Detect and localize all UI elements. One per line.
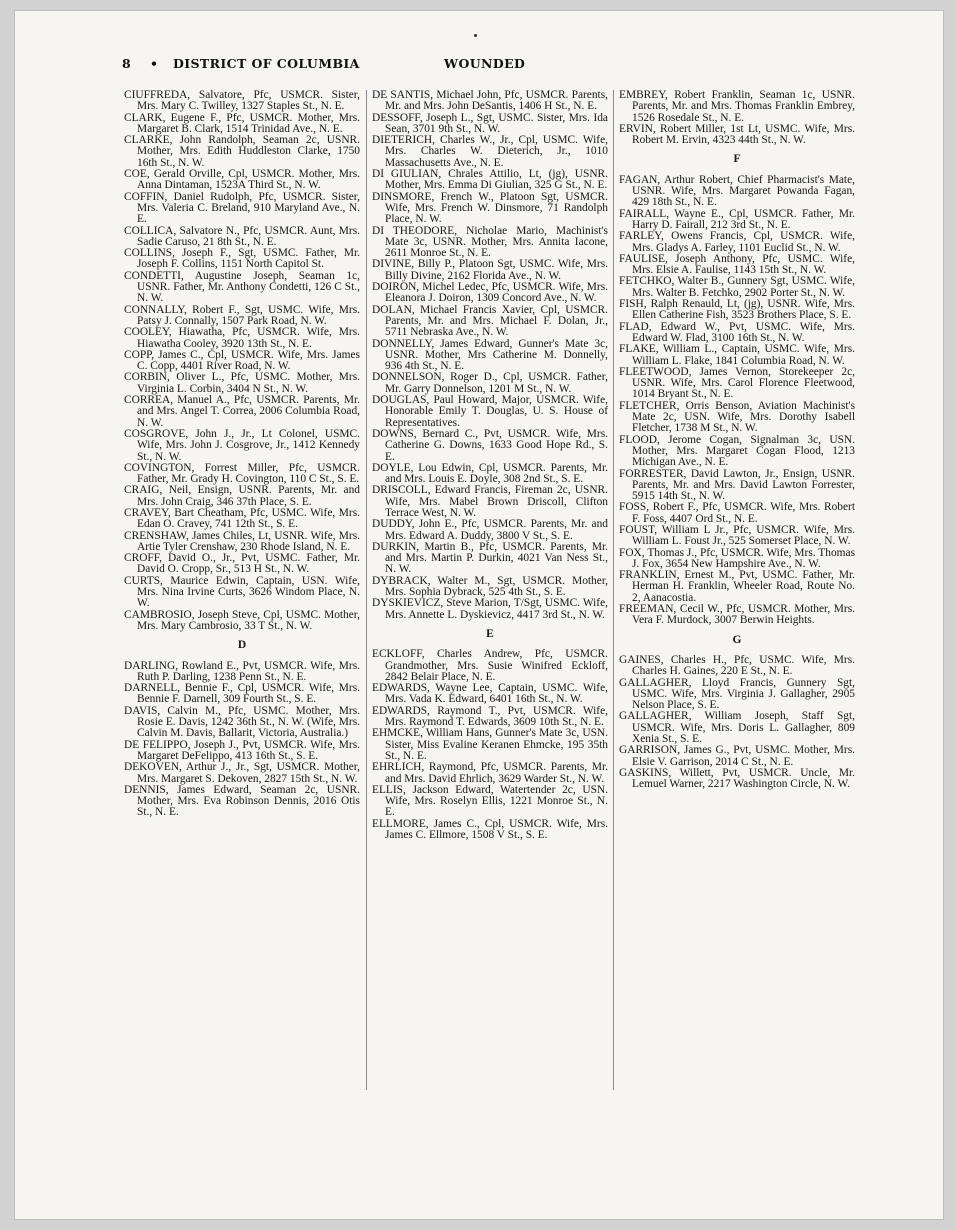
casualty-entry: CORREA, Manuel A., Pfc, USMCR. Parents, Mr. and Mrs. Angel T. Correa, 2006 Columbia Road, N. W.	[124, 394, 360, 429]
section-letter: D	[237, 639, 247, 652]
casualty-entry: CORBIN, Oliver L., Pfc, USMC. Mother, Mrs. Virginia L. Corbin, 3404 N St., N. W.	[124, 371, 360, 395]
casualty-entry: EMBREY, Robert Franklin, Seaman 1c, USNR. Parents, Mr. and Mrs. Thomas Franklin Embrey, 1526 Rosedale St., N. E.	[619, 89, 855, 124]
casualty-entry: DENNIS, James Edward, Seaman 2c, USNR. Mother, Mrs. Eva Robinson Dennis, 2016 Otis St., N. E.	[124, 783, 360, 819]
casualty-entry: DRISCOLL, Edward Francis, Fireman 2c, USNR. Wife, Mrs. Mabel Brown Driscoll, Clifton Terrace West, N. W.	[372, 484, 608, 519]
casualty-entry: DE SANTIS, Michael John, Pfc, USMCR. Parents, Mr. and Mrs. John DeSantis, 1406 H St., N. E.	[372, 89, 608, 113]
casualty-entry: FRANKLIN, Ernest M., Pvt, USMC. Father, Mr. Herman H. Franklin, Wheeler Road, Route No. 2, Aanacostia.	[619, 569, 855, 604]
casualty-entry: EDWARDS, Wayne Lee, Captain, USMC. Wife, Mrs. Vada K. Edward, 6401 16th St., N. W.	[372, 682, 608, 706]
casualty-entry: GALLAGHER, Lloyd Francis, Gunnery Sgt, USMC. Wife, Mrs. Virginia J. Gallagher, 2905 Nelson Place, S. E.	[619, 676, 855, 712]
casualty-entry: DOYLE, Lou Edwin, Cpl, USMCR. Parents, Mr. and Mrs. Louis E. Doyle, 308 2nd St., S. E.	[372, 461, 608, 486]
casualty-entry: FLAD, Edward W., Pvt, USMC. Wife, Mrs. Edward W. Flad, 3100 16th St., N. W.	[619, 320, 855, 344]
casualty-entry: COOLEY, Hiawatha, Pfc, USMCR. Wife, Mrs. Hiawatha Cooley, 3920 13th St., N. E.	[124, 326, 360, 350]
casualty-entry: CRAVEY, Bart Cheatham, Pfc, USMC. Wife, Mrs. Edan O. Cravey, 741 12th St., S. E.	[124, 506, 360, 531]
casualty-entry: DAVIS, Calvin M., Pfc, USMC. Mother, Mrs. Rosie E. Davis, 1242 36th St., N. W. (Wife, Mrs. Calvin M. Davis, Ballarit, Victoria, Australia.)	[124, 704, 360, 740]
casualty-entry: CRENSHAW, James Chiles, Lt, USNR. Wife, Mrs. Artie Tyler Crenshaw, 230 Rhode Island, N. E.	[124, 529, 360, 553]
casualty-entry: FAGAN, Arthur Robert, Chief Pharmacist's Mate, USNR. Wife, Mrs. Margaret Powanda Fagan, 429 18th St., N. E.	[619, 173, 855, 209]
header-bullet: •	[150, 56, 159, 71]
casualty-entry: ELLMORE, James C., Cpl, USMCR. Wife, Mrs. James C. Ellmore, 1508 V St., S. E.	[372, 817, 608, 841]
page-number: 8	[122, 56, 132, 71]
casualty-entry: CONDETTI, Augustine Joseph, Seaman 1c, USNR. Father, Mr. Anthony Condetti, 126 C St., N. W.	[124, 269, 360, 305]
casualty-entry: DOIRON, Michel Ledec, Pfc, USMCR. Wife, Mrs. Eleanora J. Doiron, 1309 Concord Ave., N. W.	[372, 281, 608, 305]
column-2	[372, 90, 608, 841]
section-letter: E	[486, 627, 494, 640]
casualty-entry: ERVIN, Robert Miller, 1st Lt, USMC. Wife, Mrs. Robert M. Ervin, 4323 44th St., N. W.	[619, 122, 855, 147]
column-3	[619, 90, 855, 791]
casualty-entry: DESSOFF, Joseph L., Sgt, USMC. Sister, Mrs. Ida Sean, 3701 9th St., N. W.	[372, 111, 608, 135]
casualty-entry: FREEMAN, Cecil W., Pfc, USMCR. Mother, Mrs. Vera F. Murdock, 3007 Berwin Heights.	[619, 603, 855, 627]
casualty-entry: FETCHKO, Walter B., Gunnery Sgt, USMC. Wife, Mrs. Walter B. Fetchko, 2902 Porter St., N. W.	[619, 275, 855, 299]
casualty-entry: DURKIN, Martin B., Pfc, USMCR. Parents, Mr. and Mrs. Martin P. Durkin, 4021 Van Ness St., N. W.	[372, 540, 608, 576]
casualty-entry: DOUGLAS, Paul Howard, Major, USMCR. Wife, Honorable Emily T. Douglas, U. S. House of Representatives.	[372, 394, 608, 429]
casualty-entry: DEKOVEN, Arthur J., Jr., Sgt, USMCR. Mother, Mrs. Margaret S. Dekoven, 2827 15th St., N. W.	[124, 761, 360, 785]
casualty-entry: COE, Gerald Orville, Cpl, USMCR. Mother, Mrs. Anna Dintaman, 1523A Third St., N. W.	[124, 168, 360, 192]
casualty-entry: CONNALLY, Robert F., Sgt, USMC. Wife, Mrs. Patsy J. Connally, 1507 Park Road, N. W.	[124, 303, 360, 327]
casualty-entry: DONNELLY, James Edward, Gunner's Mate 3c, USNR. Mother, Mrs Catherine M. Donnelly, 936 4th St., N. E.	[372, 337, 608, 373]
casualty-entry: DARLING, Rowland E., Pvt, USMCR. Wife, Mrs. Ruth P. Darling, 1238 Penn St., N. E.	[124, 659, 360, 683]
casualty-entry: GARRISON, James G., Pvt, USMC. Mother, Mrs. Elsie V. Garrison, 2014 C St., N. E.	[619, 744, 855, 768]
casualty-entry: FOSS, Robert F., Pfc, USMCR. Wife, Mrs. Robert F. Foss, 4407 Ord St., N. E.	[619, 501, 855, 525]
casualty-entry: COLLINS, Joseph F., Sgt, USMC. Father, Mr. Joseph F. Collins, 1151 North Capitol St.	[124, 247, 360, 271]
casualty-entry: COPP, James C., Cpl, USMCR. Wife, Mrs. James C. Copp, 4401 River Road, N. W.	[124, 348, 360, 373]
casualty-entry: DYSKIEVICZ, Steve Marion, T/Sgt, USMC. Wife, Mrs. Annette L. Dyskievicz, 4417 3rd St., N. W.	[372, 597, 608, 621]
column-1	[124, 90, 360, 819]
casualty-entry: FORRESTER, David Lawton, Jr., Ensign, USNR. Parents, Mr. and Mrs. David Lawton Forrester, 5915 14th St., N. W.	[619, 467, 855, 503]
casualty-entry: CAMBROSIO, Joseph Steve, Cpl, USMC. Mother, Mrs. Mary Cambrosio, 33 T St., N. W.	[124, 608, 360, 632]
casualty-entry: GASKINS, Willett, Pvt, USMCR. Uncle, Mr. Lemuel Warner, 2217 Washington Circle, N. W.	[619, 766, 855, 791]
casualty-entry: EDWARDS, Raymond T., Pvt, USMCR. Wife, Mrs. Raymond T. Edwards, 3609 10th St., N. E.	[372, 704, 608, 729]
column-divider	[366, 90, 367, 1090]
section-title: WOUNDED	[444, 56, 526, 71]
casualty-entry: EHRLICH, Raymond, Pfc, USMCR. Parents, Mr. and Mrs. David Ehrlich, 3629 Warder St., N. W.	[372, 761, 608, 785]
casualty-entry: DARNELL, Bennie F., Cpl, USMCR. Wife, Mrs. Bennie F. Darnell, 309 Fourth St., S. E.	[124, 682, 360, 706]
page-header	[122, 56, 862, 74]
casualty-entry: DI THEODORE, Nicholae Mario, Machinist's Mate 3c, USNR. Mother, Mrs. Annita Iacone, 2611 Monroe St., N. E.	[372, 224, 608, 260]
section-letter: F	[733, 153, 741, 166]
casualty-entry: DIETERICH, Charles W., Jr., Cpl, USMC. Wife, Mrs. Charles W. Dieterich, Jr., 1010 Massachusetts Ave., N. E.	[372, 134, 608, 169]
casualty-entry: GALLAGHER, William Joseph, Staff Sgt, USMCR. Wife, Mrs. Doris L. Gallagher, 809 Xenia St., S. E.	[619, 710, 855, 746]
casualty-entry: FLAKE, William L., Captain, USMC. Wife, Mrs. William L. Flake, 1841 Columbia Road, N. W.	[619, 343, 855, 367]
casualty-entry: FISH, Ralph Renauld, Lt, (jg), USNR. Wife, Mrs. Ellen Catherine Fish, 3523 Brothers Place, S. E.	[619, 298, 855, 322]
casualty-entry: GAINES, Charles H., Pfc, USMC. Wife, Mrs. Charles H. Gaines, 220 E St., N. E.	[619, 653, 855, 678]
casualty-entry: DOWNS, Bernard C., Pvt, USMCR. Wife, Mrs. Catherine G. Downs, 1633 Good Hope Rd., S. E.	[372, 427, 608, 463]
casualty-entry: FAULISE, Joseph Anthony, Pfc, USMC. Wife, Mrs. Elsie A. Faulise, 1143 15th St., N. W.	[619, 252, 855, 277]
casualty-entry: FLEETWOOD, James Vernon, Storekeeper 2c, USNR. Wife, Mrs. Carol Florence Fleetwood, 1014 Bryant St., N. E.	[619, 365, 855, 401]
casualty-entry: CLARKE, John Randolph, Seaman 2c, USNR. Mother, Mrs. Edith Huddleston Clarke, 1750 16th St., N. W.	[124, 134, 360, 169]
casualty-entry: DINSMORE, French W., Platoon Sgt, USMCR. Wife, Mrs. French W. Dinsmore, 71 Randolph Place, N. W.	[372, 190, 608, 226]
casualty-entry: ELLIS, Jackson Edward, Watertender 2c, USN. Wife, Mrs. Roselyn Ellis, 1221 Monroe St., N. E.	[372, 783, 608, 819]
casualty-entry: FOX, Thomas J., Pfc, USMCR. Wife, Mrs. Thomas J. Fox, 3654 New Hampshire Ave., N. W.	[619, 546, 855, 570]
casualty-entry: DI GIULIAN, Chrales Attilio, Lt, (jg), USNR. Mother, Mrs. Emma Di Giulian, 325 G St., N. E.	[372, 168, 608, 192]
casualty-entry: DE FELIPPO, Joseph J., Pvt, USMCR. Wife, Mrs. Margaret DeFelippo, 413 16th St., S. E.	[124, 738, 360, 762]
casualty-entry: CIUFFREDA, Salvatore, Pfc, USMCR. Sister, Mrs. Mary C. Twilley, 1327 Staples St., N. E.	[124, 89, 360, 113]
casualty-entry: COFFIN, Daniel Rudolph, Pfc, USMCR. Sister, Mrs. Valeria C. Breland, 910 Maryland Ave., N. E.	[124, 190, 360, 226]
casualty-entry: EHMCKE, William Hans, Gunner's Mate 3c, USN. Sister, Miss Evaline Keranen Ehmcke, 195 35th St., N. E.	[372, 727, 608, 762]
casualty-entry: FARLEY, Owens Francis, Cpl, USMCR. Wife, Mrs. Gladys A. Farley, 1101 Euclid St., N. W.	[619, 230, 855, 254]
column-divider	[613, 90, 614, 1090]
casualty-entry: DONNELSON, Roger D., Cpl, USMCR. Father, Mr. Garry Donnelson, 1201 M St., N. W.	[372, 371, 608, 395]
section-letter: G	[732, 633, 742, 646]
casualty-entry: DOLAN, Michael Francis Xavier, Cpl, USMCR. Parents, Mr. and Mrs. Michael F. Dolan, Jr., 5711 Nebraska Ave., N. W.	[372, 303, 608, 339]
casualty-entry: FLETCHER, Orris Benson, Aviation Machinist's Mate 2c, USN. Wife, Mrs. Dorothy Isabell Fletcher, 1738 M St., N. W.	[619, 399, 855, 435]
district-title: DISTRICT OF COLUMBIA	[173, 56, 360, 71]
casualty-entry: COLLICA, Salvatore N., Pfc, USMCR. Aunt, Mrs. Sadie Caruso, 21 8th St., N. E.	[124, 224, 360, 248]
casualty-entry: FAIRALL, Wayne E., Cpl, USMCR. Father, Mr. Harry D. Fairall, 212 3rd St., N. E.	[619, 207, 855, 231]
casualty-entry: DUDDY, John E., Pfc, USMCR. Parents, Mr. and Mrs. Edward A. Duddy, 3800 V St., S. E.	[372, 518, 608, 542]
casualty-entry: CURTS, Maurice Edwin, Captain, USN. Wife, Mrs. Nina Irvine Curts, 3626 Windom Place, N. W.	[124, 574, 360, 610]
casualty-entry: CROFF, David O., Jr., Pvt, USMC. Father, Mr. David O. Cropp, Sr., 513 H St., N. W.	[124, 552, 360, 576]
casualty-entry: CLARK, Eugene F., Pfc, USMCR. Mother, Mrs. Margaret B. Clark, 1514 Trinidad Ave., N. E.	[124, 111, 360, 135]
casualty-entry: COSGROVE, John J., Jr., Lt Colonel, USMC. Wife, Mrs. John J. Cosgrove, Jr., 1412 Kennedy St., N. W.	[124, 427, 360, 463]
dust-speck	[474, 34, 477, 37]
casualty-entry: FOUST, William L Jr., Pfc, USMCR. Wife, Mrs. William L. Foust Jr., 525 Somerset Place, N. W.	[619, 523, 855, 548]
casualty-entry: DYBRACK, Walter M., Sgt, USMCR. Mother, Mrs. Sophia Dybrack, 525 4th St., S. E.	[372, 574, 608, 599]
casualty-entry: COVINGTON, Forrest Miller, Pfc, USMCR. Father, Mr. Grady H. Covington, 110 C St., S. E.	[124, 461, 360, 486]
casualty-entry: CRAIG, Neil, Ensign, USNR. Parents, Mr. and Mrs. John Craig, 346 37th Place, S. E.	[124, 484, 360, 508]
casualty-entry: DIVINE, Billy P., Platoon Sgt, USMC. Wife, Mrs. Billy Divine, 2162 Florida Ave., N. W.	[372, 258, 608, 282]
casualty-entry: ECKLOFF, Charles Andrew, Pfc, USMCR. Grandmother, Mrs. Susie Winifred Eckloff, 2842 Belair Place, N. E.	[372, 648, 608, 683]
casualty-entry: FLOOD, Jerome Cogan, Signalman 3c, USN. Mother, Mrs. Margaret Cogan Flood, 1213 Michigan Ave., N. E.	[619, 433, 855, 469]
